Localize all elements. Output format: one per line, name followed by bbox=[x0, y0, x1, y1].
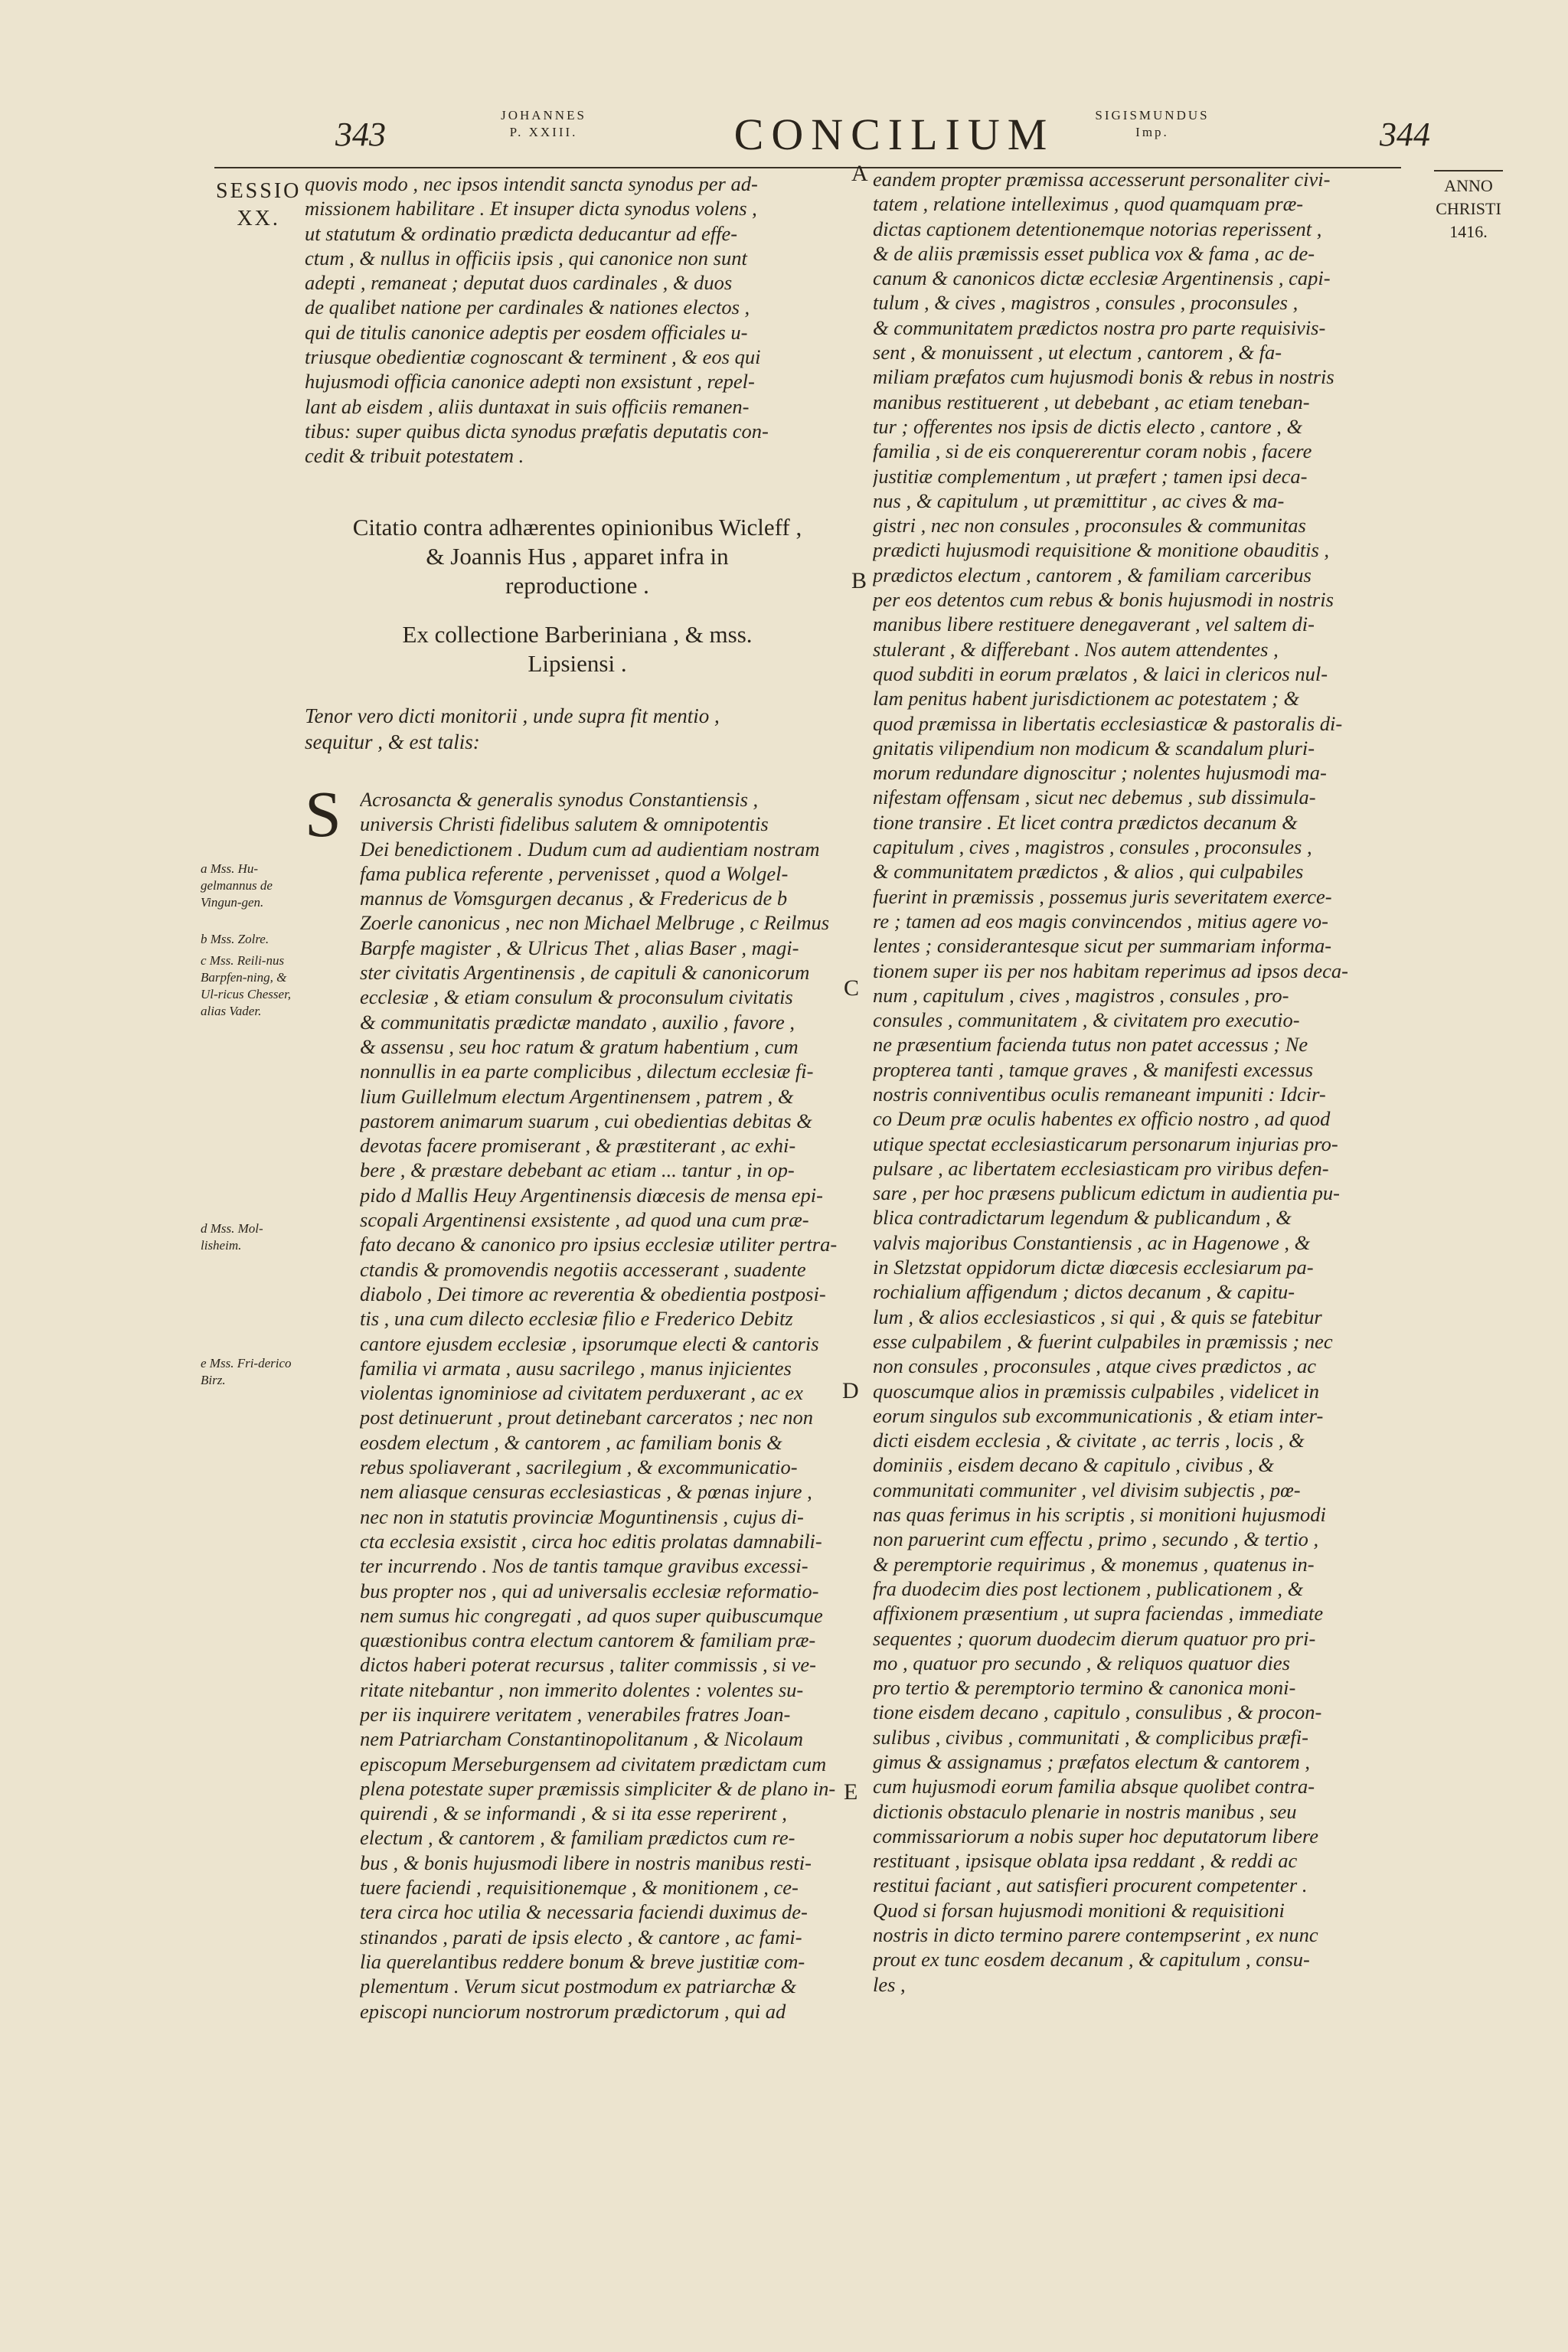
text-line: nas quas ferimus in his scriptis , si monitioni hujusmodi bbox=[873, 1503, 1326, 1527]
heading-line: Tenor vero dicti monitorii , unde supra fit mentio , bbox=[305, 704, 720, 727]
emperor-name: SIGISMUNDUS bbox=[1095, 108, 1210, 122]
left-column-main-text bbox=[360, 787, 850, 2024]
text-line: valvis majoribus Constantiensis , ac in Hagenowe , & bbox=[873, 1230, 1311, 1254]
text-line: pro tertio & peremptorio termino & canonica moni- bbox=[873, 1676, 1296, 1700]
text-line: sare , per hoc præsens publicum edictum in audientia pu- bbox=[873, 1181, 1340, 1205]
anno-marker bbox=[1430, 170, 1507, 243]
heading-line: Citatio contra adhærentes opinionibus Wicleff , bbox=[352, 514, 802, 541]
text-line: eorum singulos sub excommunicationis , & etiam inter- bbox=[873, 1403, 1324, 1427]
text-line: lium Guillelmum electum Argentinensem , patrem , & bbox=[360, 1084, 794, 1108]
text-line: num , capitulum , cives , magistros , consules , pro- bbox=[873, 983, 1289, 1007]
text-line: dictas captionem detentionemque notorias reperissent , bbox=[873, 217, 1322, 240]
text-line: ster civitatis Argentinensis , de capituli & canonicorum bbox=[360, 961, 810, 985]
margin-note-b: b Mss. Zolre. bbox=[201, 932, 270, 946]
text-line: non paruerint cum effectu , primo , secundo , & tertio , bbox=[873, 1527, 1319, 1551]
text-line: & communitatis prædictæ mandato , auxilio , favore , bbox=[360, 1010, 795, 1034]
text-line: cedit & tribuit potestatem . bbox=[305, 444, 524, 468]
text-line: prout ex tunc eosdem decanum , & capitulum , consu- bbox=[873, 1948, 1310, 1971]
section-letter-a: A bbox=[851, 161, 868, 186]
heading-ex-collectione bbox=[305, 620, 850, 678]
heading-line: Ex collectione Barberiniana , & mss. bbox=[402, 621, 753, 648]
text-line: sulibus , civibus , communitati , & complicibus præfi- bbox=[873, 1725, 1308, 1749]
anno-label: ANNO bbox=[1444, 176, 1493, 195]
text-line: de qualibet natione per cardinales & nationes electos , bbox=[305, 296, 750, 319]
text-line: tuere faciendi , requisitionemque , & monitionem , ce- bbox=[360, 1876, 799, 1900]
text-line: rochialium affigendum ; dictos decanum , & capitu- bbox=[873, 1280, 1295, 1304]
text-line: esse culpabilem , & fuerint culpabiles in præmissis ; nec bbox=[873, 1329, 1333, 1353]
margin-note-c: c Mss. Reili-nus Barpfen-ning, & Ul-ricus Chesser, alias Vader. bbox=[201, 953, 292, 1018]
heading-citatio bbox=[305, 513, 850, 600]
text-line: mo , quatuor pro secundo , & reliquos quatuor dies bbox=[873, 1651, 1290, 1674]
text-line: restituant , ipsisque oblata ipsa reddant , & reddi ac bbox=[873, 1849, 1298, 1873]
text-line: & de aliis præmissis esset publica vox & fama , ac de- bbox=[873, 241, 1315, 265]
text-line: miliam præfatos cum hujusmodi bonis & rebus in nostris bbox=[873, 365, 1334, 389]
text-line: co Deum præ oculis habentes ex officio nostro , ad quod bbox=[873, 1107, 1331, 1131]
right-column-text bbox=[873, 167, 1409, 1997]
sessio-marker bbox=[216, 178, 301, 233]
text-line: plementum . Verum sicut postmodum ex patriarchæ & bbox=[360, 1975, 797, 1998]
text-line: tionem super iis per nos habitam reperimus ad ipsos deca- bbox=[873, 959, 1348, 982]
text-line: propterea tanti , tamque graves , & manifesti excessus bbox=[873, 1057, 1314, 1081]
text-line: mannus de Vomsgurgen decanus , & Fredericus de b bbox=[360, 887, 788, 910]
text-line: ritate nitebantur , non immerito dolentes : volentes su- bbox=[360, 1677, 804, 1701]
text-line: nostris conniventibus oculis remaneant impuniti : Idcir- bbox=[873, 1082, 1326, 1106]
text-line: ter incurrendo . Nos de tantis tamque gravibus excessi- bbox=[360, 1554, 808, 1578]
text-line: pido d Mallis Heuy Argentinensis diœcesis de mensa epi- bbox=[360, 1183, 823, 1207]
text-line: ecclesiæ , & etiam consulum & proconsulum civitatis bbox=[360, 985, 793, 1009]
text-line: tione transire . Et licet contra prædictos decanum & bbox=[873, 810, 1298, 834]
text-line: nec non in statutis provinciæ Moguntinensis , cujus di- bbox=[360, 1504, 804, 1528]
text-line: tione eisdem decano , capitulo , consulibus , & procon- bbox=[873, 1700, 1322, 1724]
left-column-top-text bbox=[305, 172, 850, 469]
text-line: capitulum , cives , magistros , consules , proconsules , bbox=[873, 835, 1312, 859]
text-line: quirendi , & se informandi , & si ita esse reperirent , bbox=[360, 1802, 787, 1825]
margin-note-e: e Mss. Fri-derico Birz. bbox=[201, 1356, 292, 1387]
text-line: dictos haberi poterat recursus , taliter commissis , si ve- bbox=[360, 1653, 816, 1677]
text-line: lia querelantibus reddere bonum & breve justitiæ com- bbox=[360, 1949, 805, 1973]
text-line: manibus libere restituere denegaverant , vel saltem di- bbox=[873, 612, 1315, 636]
section-letter-b: B bbox=[851, 568, 867, 593]
text-line: fuerint in præmissis , possemus juris severitatem exerce- bbox=[873, 884, 1332, 908]
text-line: nonnullis in ea parte complicibus , dilectum ecclesiæ fi- bbox=[360, 1060, 814, 1083]
text-line: & communitatem prædictos nostra pro parte requisivis- bbox=[873, 315, 1326, 339]
tenor-intro bbox=[305, 703, 850, 755]
margin-note-d: d Mss. Mol-lisheim. bbox=[201, 1221, 263, 1253]
text-line: universis Christi fidelibus salutem & omnipotentis bbox=[360, 812, 769, 836]
margin-note-a: a Mss. Hu-gelmannus de Vingun-gen. bbox=[201, 861, 273, 910]
sessio-label: SESSIO bbox=[216, 179, 302, 203]
text-line: pastorem animarum suarum , cui obedientias debitas & bbox=[360, 1109, 812, 1132]
text-line: justitiæ complementum , ut præfert ; tamen ipsi deca- bbox=[873, 464, 1308, 488]
text-line: & assensu , seu hoc ratum & gratum habentium , cum bbox=[360, 1034, 799, 1058]
text-line: & communitatem prædictos , & alios , qui culpabiles bbox=[873, 860, 1304, 884]
text-line: prædicti hujusmodi requisitione & monitione obauditis , bbox=[873, 538, 1330, 562]
text-line: manibus restituerent , ut debebant , ac etiam teneban- bbox=[873, 390, 1310, 413]
text-line: bus , & bonis hujusmodi libere in nostris manibus resti- bbox=[360, 1851, 812, 1874]
section-letter-e: E bbox=[844, 1779, 858, 1805]
page-number-left: 343 bbox=[335, 116, 386, 153]
text-line: fato decano & canonico pro ipsius ecclesiæ utiliter pertra- bbox=[360, 1233, 838, 1256]
text-line: devotas facere promiserant , & præstiterant , ac exhi- bbox=[360, 1134, 796, 1158]
text-line: quod præmissa in libertatis ecclesiasticæ & pastoralis di- bbox=[873, 711, 1343, 735]
text-line: nem aliasque censuras ecclesiasticas , & pœnas injure , bbox=[360, 1480, 812, 1504]
text-line: sequentes ; quorum duodecim dierum quatuor pro pri- bbox=[873, 1626, 1316, 1650]
section-letter-c: C bbox=[844, 975, 860, 1001]
text-line: stinandos , parati de ipsis electo , & cantore , ac fami- bbox=[360, 1925, 802, 1949]
text-line: lentes ; considerantesque sicut per summariam informa- bbox=[873, 934, 1332, 958]
text-line: ctandis & promovendis negotiis accesserant , suadente bbox=[360, 1257, 806, 1281]
text-line: consules , communitatem , & civitatem pro executio- bbox=[873, 1008, 1300, 1032]
heading-line: sequitur , & est talis: bbox=[305, 730, 480, 753]
text-line: gimus & assignamus ; præfatos electum & cantorem , bbox=[873, 1750, 1310, 1773]
text-line: ctum , & nullus in officiis ipsis , qui canonice non sunt bbox=[305, 246, 747, 270]
text-line: adepti , remaneat ; deputat duos cardinales , & duos bbox=[305, 271, 733, 295]
text-line: triusque obedientiæ cognoscant & terminent , & eos qui bbox=[305, 345, 761, 369]
text-line: bus propter nos , qui ad universalis ecclesiæ reformatio- bbox=[360, 1579, 819, 1602]
text-line: pulsare , ac libertatem ecclesiasticam pro viribus defen- bbox=[873, 1156, 1329, 1180]
text-line: per eos detentos cum rebus & bonis hujusmodi in nostris bbox=[873, 588, 1334, 612]
text-line: episcopi nunciorum nostrorum prædictorum , qui ad bbox=[360, 1999, 786, 2023]
running-title: CONCILIUM bbox=[733, 109, 1055, 159]
text-line: lam penitus habent jurisdictionem ac potestatem ; & bbox=[873, 687, 1300, 710]
text-line: commissariorum a nobis super hoc deputatorum libere bbox=[873, 1824, 1318, 1847]
text-line: ut statutum & ordinatio prædicta deducantur ad effe- bbox=[305, 221, 738, 245]
text-line: fama publica referente , pervenisset , quod a Wolgel- bbox=[360, 861, 789, 885]
pope-sub: P. XXIII. bbox=[509, 125, 578, 139]
text-line: blica contradictarum legendum & publicandum , & bbox=[873, 1206, 1292, 1230]
text-line: morum redundare dignoscitur ; nolentes hujusmodi ma- bbox=[873, 761, 1327, 785]
christi-label: CHRISTI bbox=[1436, 199, 1501, 218]
text-line: Acrosancta & generalis synodus Constantiensis , bbox=[360, 788, 759, 811]
text-line: lant ab eisdem , aliis duntaxat in suis officiis remanen- bbox=[305, 394, 750, 418]
anno-year: 1416. bbox=[1449, 222, 1488, 241]
text-line: familia vi armata , ausu sacrilego , manus injicientes bbox=[360, 1356, 792, 1380]
text-line: utique spectat ecclesiasticarum personarum injurias pro- bbox=[873, 1132, 1338, 1155]
text-line: eosdem electum , & cantorem , ac familiam bonis & bbox=[360, 1430, 782, 1454]
text-line: quod subditi in eorum prælatos , & laici in clericos nul- bbox=[873, 662, 1328, 685]
drop-cap: S bbox=[305, 777, 341, 851]
heading-line: reproductione . bbox=[505, 572, 649, 599]
text-line: re ; tamen ad eos magis convincendos , mitius agere vo- bbox=[873, 909, 1328, 933]
text-line: quoscumque alios in præmissis culpabiles , videlicet in bbox=[873, 1379, 1319, 1403]
sessio-number: XX. bbox=[237, 207, 280, 230]
text-line: sent , & monuissent , ut electum , cantorem , & fa- bbox=[873, 341, 1282, 364]
text-line: scopali Argentinensi exsistente , ad quod una cum præ- bbox=[360, 1208, 809, 1232]
text-line: affixionem præsentium , ut supra faciendas , immediate bbox=[873, 1602, 1324, 1625]
text-line: gnitatis vilipendium non modicum & scandalum pluri- bbox=[873, 736, 1315, 760]
text-line: diabolo , Dei timore ac reverentia & obedientia postposi- bbox=[360, 1282, 826, 1305]
text-line: tulum , & cives , magistros , consules , proconsules , bbox=[873, 291, 1298, 315]
text-line: missionem habilitare . Et insuper dicta synodus volens , bbox=[305, 197, 757, 220]
text-line: qui de titulis canonice adeptis per eosdem officiales u- bbox=[305, 320, 748, 344]
page-number-right: 344 bbox=[1380, 116, 1430, 153]
text-line: quovis modo , nec ipsos intendit sancta synodus per ad- bbox=[305, 172, 758, 195]
anno-rule bbox=[1434, 170, 1503, 172]
text-line: nifestam offensam , sicut nec debemus , sub dissimula- bbox=[873, 786, 1316, 809]
text-line: violentas ignominiose ad civitatem perduxerant , ac ex bbox=[360, 1381, 803, 1405]
text-line: cantore ejusdem ecclesiæ , ipsorumque electi & cantoris bbox=[360, 1331, 819, 1355]
text-line: dictionis obstaculo plenarie in nostris manibus , seu bbox=[873, 1799, 1297, 1823]
text-line: lum , & alios ecclesiasticos , si qui , & quis se fatebitur bbox=[873, 1305, 1322, 1328]
text-line: Zoerle canonicus , nec non Michael Melbruge , c Reilmus bbox=[360, 911, 830, 935]
text-line: nostris in dicto termino parere contempserint , ex nunc bbox=[873, 1923, 1318, 1947]
text-line: rebus spoliaverant , sacrilegium , & excommunicatio- bbox=[360, 1455, 798, 1479]
text-line: & peremptorie requirimus , & monemus , quatenus in- bbox=[873, 1552, 1315, 1576]
text-line: cta ecclesia exsistit , circa hoc editis prolatas damnabili- bbox=[360, 1529, 822, 1553]
text-line: restitui faciant , aut satisfieri procurent competenter . bbox=[873, 1873, 1308, 1897]
text-line: post detinuerunt , prout detinebant carceratos ; nec non bbox=[360, 1406, 813, 1429]
text-line: tatem , relatione intelleximus , quod quamquam præ- bbox=[873, 192, 1304, 216]
pope-name: JOHANNES bbox=[501, 108, 586, 122]
text-line: tera circa hoc utilia & necessaria faciendi duximus de- bbox=[360, 1900, 808, 1924]
text-line: episcopum Merseburgensem ad civitatem prædictam cum bbox=[360, 1752, 827, 1775]
text-line: tis , una cum dilecto ecclesiæ filio e Frederico Debitz bbox=[360, 1307, 793, 1331]
text-line: dicti eisdem ecclesia , & civitate , ac terris , locis , & bbox=[873, 1429, 1305, 1452]
text-line: tur ; offerentes nos ipsis de dictis electo , cantore , & bbox=[873, 414, 1303, 438]
text-line: nus , & capitulum , ut præmittitur , ac cives & ma- bbox=[873, 488, 1285, 512]
text-line: Barpfe magister , & Ulricus Thet , alias Baser , magi- bbox=[360, 936, 799, 959]
text-line: cum hujusmodi eorum familia absque quolibet contra- bbox=[873, 1775, 1315, 1798]
text-line: in Sletzstat oppidorum dictæ diœcesis ecclesiarum pa- bbox=[873, 1256, 1314, 1279]
text-line: dominiis , eisdem decano & capitulo , civibus , & bbox=[873, 1453, 1275, 1477]
text-line: fra duodecim dies post lectionem , publicationem , & bbox=[873, 1576, 1304, 1600]
heading-line: Lipsiensi . bbox=[528, 650, 627, 677]
text-line: prædictos electum , cantorem , & familiam carceribus bbox=[873, 563, 1312, 586]
heading-line: & Joannis Hus , apparet infra in bbox=[426, 543, 729, 570]
text-line: communitati communiter , vel divisim subjectis , pœ- bbox=[873, 1478, 1301, 1501]
text-line: Dei benedictionem . Dudum cum ad audientiam nostram bbox=[360, 837, 820, 861]
text-line: gistri , nec non consules , proconsules & communitas bbox=[873, 514, 1306, 537]
text-line: plena potestate super præmissis simpliciter & de plano in- bbox=[360, 1776, 836, 1800]
text-line: Quod si forsan hujusmodi monitioni & requisitioni bbox=[873, 1898, 1285, 1922]
text-line: les , bbox=[873, 1972, 906, 1996]
text-line: bere , & præstare debebant ac etiam ... tantur , in op- bbox=[360, 1158, 795, 1182]
text-line: canum & canonicos dictæ ecclesiæ Argentinensis , capi- bbox=[873, 266, 1331, 290]
text-line: familia , si de eis conquererentur coram nobis , facere bbox=[873, 439, 1312, 463]
text-line: nem Patriarcham Constantinopolitanum , & Nicolaum bbox=[360, 1727, 804, 1751]
text-line: ne præsentium facienda tutus non patet accessus ; Ne bbox=[873, 1033, 1308, 1057]
text-line: quæstionibus contra electum cantorem & familiam præ- bbox=[360, 1628, 816, 1652]
text-line: per iis inquirere veritatem , venerabiles fratres Joan- bbox=[360, 1702, 791, 1726]
emperor-sub: Imp. bbox=[1135, 125, 1169, 139]
text-line: nem sumus hic congregati , ad quos super quibuscumque bbox=[360, 1603, 823, 1627]
section-letter-d: D bbox=[842, 1378, 859, 1403]
running-head-pope bbox=[482, 107, 605, 141]
text-line: electum , & cantorem , & familiam prædictos cum re- bbox=[360, 1826, 795, 1850]
text-line: hujusmodi officia canonice adepti non exsistunt , repel- bbox=[305, 370, 755, 394]
text-line: tibus: super quibus dicta synodus præfatis deputatis con- bbox=[305, 419, 769, 443]
text-line: eandem propter præmissa accesserunt personaliter civi- bbox=[873, 168, 1331, 191]
running-head-emperor bbox=[1072, 107, 1233, 141]
text-line: non consules , proconsules , atque cives prædictos , ac bbox=[873, 1354, 1316, 1378]
text-line: stulerant , & differebant . Nos autem attendentes , bbox=[873, 637, 1279, 661]
